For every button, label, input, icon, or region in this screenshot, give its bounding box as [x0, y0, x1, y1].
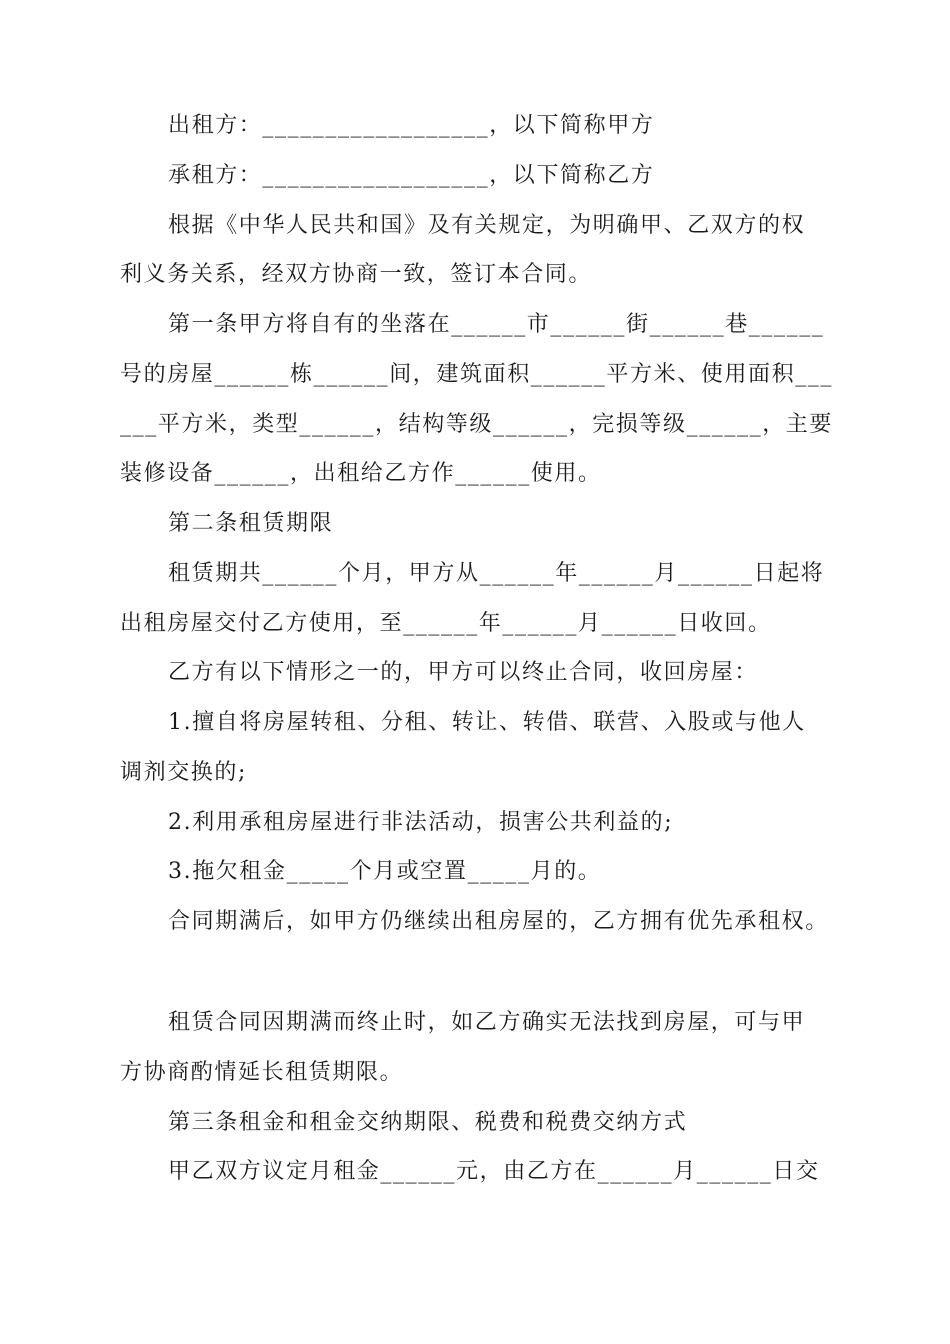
paragraph-line: 利义务关系，经双方协商一致，签订本合同。	[120, 262, 593, 287]
list-item: 3.拖欠租金_____个月或空置_____月的。	[168, 859, 602, 884]
article-three-heading: 第三条租金和租金交纳期限、税费和税费交纳方式	[168, 1110, 688, 1135]
lessee-line: 承租方：__________________，以下简称乙方	[168, 163, 655, 188]
article-one-line: 第一条甲方将自有的坐落在______市______街______巷______	[168, 312, 825, 337]
paragraph-line: 装修设备______，出租给乙方作______使用。	[120, 461, 602, 486]
paragraph-line: ___平方米，类型______，结构等级______，完损等级______，主要	[120, 412, 834, 437]
list-item-continuation: 调剂交换的;	[120, 760, 248, 785]
paragraph-line: 号的房屋______栋______间，建筑面积______平方米、使用面积___	[120, 362, 834, 387]
paragraph-line: 合同期满后，如甲方仍继续出租房屋的，乙方拥有优先承租权。	[168, 909, 829, 934]
lessor-line: 出租方：__________________，以下简称甲方	[168, 113, 655, 138]
paragraph-line: 根据《中华人民共和国》及有关规定，为明确甲、乙双方的权	[168, 213, 806, 238]
paragraph-line: 出租房屋交付乙方使用，至______年______月______日收回。	[120, 611, 772, 636]
paragraph-line: 租赁合同因期满而终止时，如乙方确实无法找到房屋，可与甲	[168, 1010, 806, 1035]
list-item: 2.利用承租房屋进行非法活动，损害公共利益的;	[168, 810, 674, 835]
paragraph-line: 租赁期共______个月，甲方从______年______月______日起将	[168, 561, 825, 586]
paragraph-line: 甲乙双方议定月租金______元，由乙方在______月______日交	[168, 1159, 820, 1184]
list-item: 1.擅自将房屋转租、分租、转让、转借、联营、入股或与他人	[168, 710, 806, 735]
paragraph-line: 方协商酌情延长租赁期限。	[120, 1060, 404, 1085]
article-two-heading: 第二条租赁期限	[168, 511, 334, 536]
paragraph-line: 乙方有以下情形之一的，甲方可以终止合同，收回房屋：	[168, 660, 759, 685]
